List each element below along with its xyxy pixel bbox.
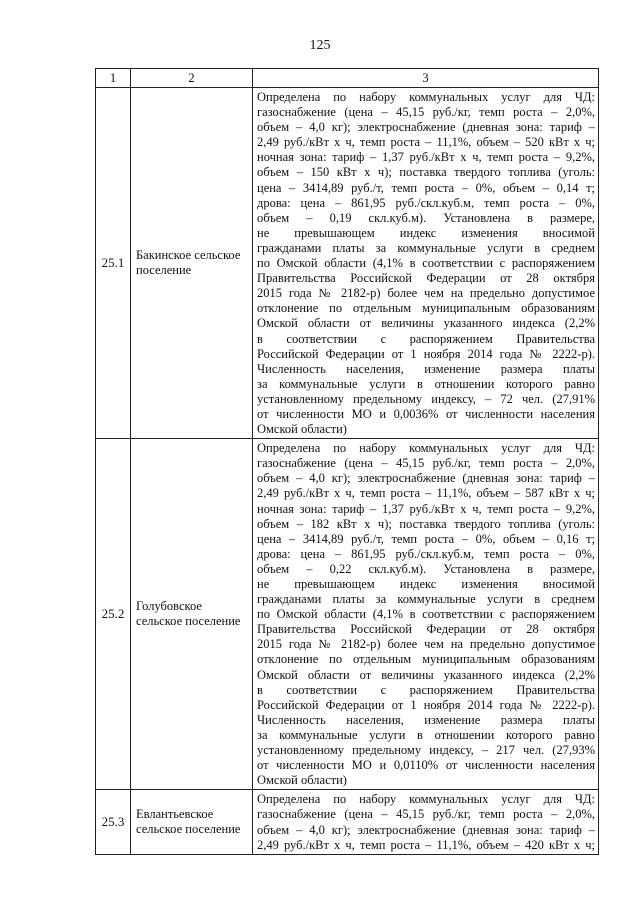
page-number: 125 bbox=[309, 38, 331, 53]
description-line: объем – 0,19 скл.куб.м). Установлена в размере, bbox=[257, 210, 595, 225]
description-line: цена – 3414,89 руб./т, темп роста – 0%, объем – 0,16 т; bbox=[257, 531, 595, 546]
description-line: объем – 0,22 скл.куб.м). Установлена в размере, bbox=[257, 561, 595, 576]
table-row bbox=[96, 790, 599, 854]
description-line: по Омской области (4,1% в соответствии с распоряжением bbox=[257, 607, 595, 622]
municipality-name bbox=[131, 88, 253, 439]
fee-description bbox=[253, 439, 599, 790]
municipality-name-line: Бакинское сельское bbox=[136, 248, 241, 263]
description-line: объем – 4,0 кг); электроснабжение (дневная зона: тариф – bbox=[257, 471, 595, 486]
description-line: Определена по набору коммунальных услуг для ЧД: bbox=[257, 441, 595, 456]
description-line: не превышающем индекс изменения вносимой bbox=[257, 577, 595, 591]
description-line: 2015 года № 2182-р) более чем на предельно допустимое bbox=[257, 286, 595, 301]
description-line: от численности МО и 0,0036% от численности населения bbox=[257, 406, 595, 421]
description-line: Российской Федерации от 1 ноября 2014 года № 2222-р). bbox=[257, 697, 595, 712]
description-line: Омской области) bbox=[257, 773, 347, 788]
description-line: Правительства Российской Федерации от 28 октября bbox=[257, 271, 595, 286]
description-line: газоснабжение (цена – 45,15 руб./кг, темп роста – 2,0%, bbox=[257, 456, 595, 471]
description-line: Омской области от величины указанного индекса (2,2% bbox=[257, 316, 595, 331]
description-line: цена – 3414,89 руб./т, темп роста – 0%, объем – 0,14 т; bbox=[257, 180, 595, 195]
column-header-2: 2 bbox=[131, 69, 253, 88]
municipality-name-line: поселение bbox=[136, 263, 192, 278]
municipality-name-line: сельское поселение bbox=[136, 614, 241, 629]
description-line: установленному предельному индексу, – 72 чел. (27,91% bbox=[257, 391, 595, 406]
fee-description bbox=[253, 790, 599, 854]
table-row bbox=[96, 88, 599, 439]
description-line: по Омской области (4,1% в соответствии с распоряжением bbox=[257, 256, 595, 271]
municipality-name-line: Голубовское bbox=[136, 599, 202, 614]
description-line: Омской области) bbox=[257, 422, 347, 437]
row-number: 25.2 bbox=[96, 439, 131, 790]
description-line: за коммунальные услуги в отношении которого равно bbox=[257, 376, 595, 391]
description-line: газоснабжение (цена – 45,15 руб./кг, темп роста – 2,0%, bbox=[257, 807, 595, 822]
municipality-name-line: Евлантьевское bbox=[136, 807, 214, 821]
description-line: дрова: цена – 861,95 руб./скл.куб.м, темп роста – 0%, bbox=[257, 195, 595, 210]
description-line: Правительства Российской Федерации от 28 октября bbox=[257, 622, 595, 637]
table-row bbox=[96, 439, 599, 790]
description-line: Определена по набору коммунальных услуг для ЧД: bbox=[257, 792, 595, 807]
description-line: 2,49 руб./кВт х ч, темп роста – 11,1%, объем – 420 кВт х ч; bbox=[257, 837, 595, 852]
description-line: отклонение по отдельным муниципальным образованиям bbox=[257, 301, 595, 316]
description-line: ночная зона: тариф – 1,37 руб./кВт х ч, темп роста – 9,2%, bbox=[257, 150, 595, 165]
description-line: Определена по набору коммунальных услуг для ЧД: bbox=[257, 90, 595, 104]
description-line: объем – 182 кВт х ч); поставка твердого топлива (уголь: bbox=[257, 516, 595, 531]
description-line: Российской Федерации от 1 ноября 2014 года № 2222-р). bbox=[257, 346, 595, 361]
description-line: 2,49 руб./кВт х ч, темп роста – 11,1%, объем – 520 кВт х ч; bbox=[257, 135, 595, 150]
description-line: Численность населения, изменение размера платы bbox=[257, 361, 595, 376]
municipality-name bbox=[131, 790, 253, 854]
description-line: 2,49 руб./кВт х ч, темп роста – 11,1%, объем – 587 кВт х ч; bbox=[257, 486, 595, 501]
description-line: объем – 150 кВт х ч); поставка твердого топлива (уголь: bbox=[257, 165, 595, 180]
description-line: гражданами платы за коммунальные услуги в среднем bbox=[257, 240, 595, 255]
description-line: объем – 4,0 кг); электроснабжение (дневная зона: тариф – bbox=[257, 120, 595, 135]
municipal-fees-table bbox=[95, 68, 599, 855]
row-number: 25.1 bbox=[96, 88, 131, 439]
municipality-name bbox=[131, 439, 253, 790]
description-line: дрова: цена – 861,95 руб./скл.куб.м, темп роста – 0%, bbox=[257, 546, 595, 561]
municipality-name-line: сельское поселение bbox=[136, 822, 241, 836]
description-line: газоснабжение (цена – 45,15 руб./кг, темп роста – 2,0%, bbox=[257, 105, 595, 120]
description-line: Численность населения, изменение размера платы bbox=[257, 712, 595, 727]
column-header-3: 3 bbox=[253, 69, 599, 88]
description-line: в соответствии с распоряжением Правительства bbox=[257, 682, 595, 697]
description-line: Омской области от величины указанного индекса (2,2% bbox=[257, 667, 595, 682]
description-line: объем – 4,0 кг); электроснабжение (дневная зона: тариф – bbox=[257, 822, 595, 837]
description-line: ночная зона: тариф – 1,37 руб./кВт х ч, темп роста – 9,2%, bbox=[257, 501, 595, 516]
description-line: установленному предельному индексу, – 217 чел. (27,93% bbox=[257, 743, 595, 758]
description-line: от численности МО и 0,0110% от численности населения bbox=[257, 758, 595, 773]
description-line: 2015 года № 2182-р) более чем на предельно допустимое bbox=[257, 637, 595, 652]
row-number: 25.3 bbox=[96, 790, 131, 854]
description-line: в соответствии с распоряжением Правительства bbox=[257, 331, 595, 346]
table-header-row bbox=[96, 69, 599, 88]
description-line: гражданами платы за коммунальные услуги в среднем bbox=[257, 592, 595, 607]
description-line: отклонение по отдельным муниципальным образованиям bbox=[257, 652, 595, 667]
description-line: за коммунальные услуги в отношении которого равно bbox=[257, 727, 595, 742]
column-header-1: 1 bbox=[96, 69, 131, 88]
fee-description bbox=[253, 88, 599, 439]
description-line: не превышающем индекс изменения вносимой bbox=[257, 225, 595, 240]
